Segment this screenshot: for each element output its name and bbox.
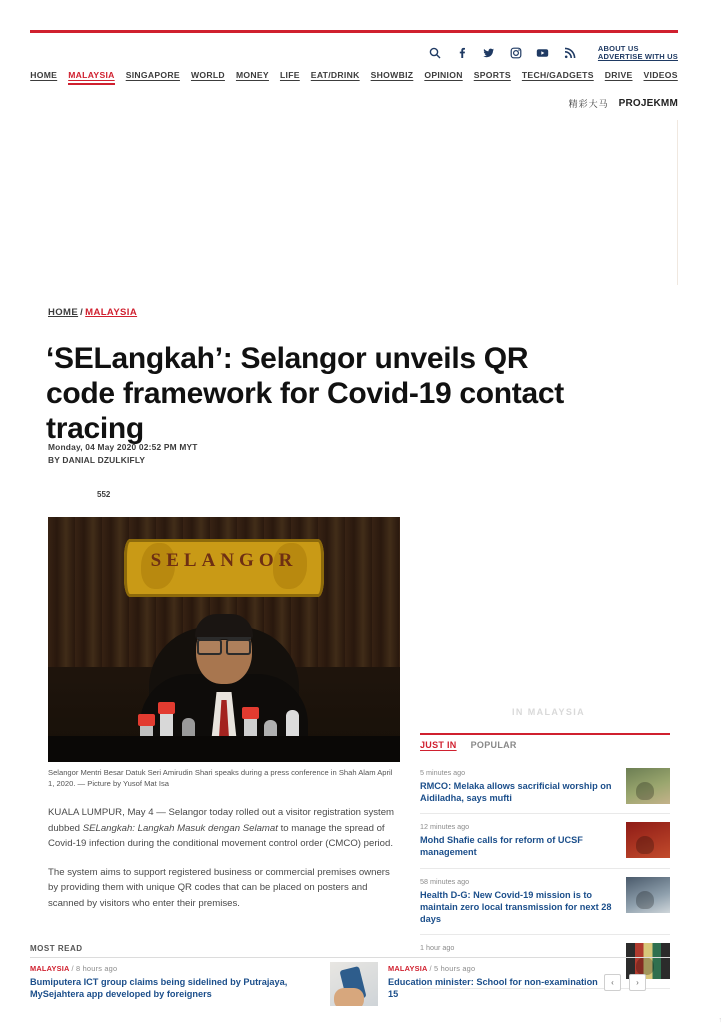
list-item-title[interactable]: Health D-G: New Covid-19 mission is to maintain zero local transmission for next 28 days (420, 889, 612, 924)
about-us-link[interactable]: ABOUT US (597, 44, 639, 54)
list-item[interactable] (420, 814, 670, 868)
nav-item-home[interactable]: HOME (30, 70, 58, 80)
advertise-with-us-link[interactable]: ADVERTISE WITH US (597, 52, 678, 61)
sidebar-news-list (420, 760, 670, 989)
instagram-icon[interactable] (509, 46, 523, 60)
most-read-meta (30, 964, 320, 973)
crest-text: SELANGOR (150, 550, 298, 571)
nav-item-malaysia[interactable]: MALAYSIA (68, 70, 115, 85)
breadcrumb-malaysia[interactable]: MALAYSIA (85, 307, 138, 318)
list-item-title[interactable]: Mohd Shafie calls for reform of UCSF management (420, 835, 583, 858)
nav-item-projekmm[interactable]: PROJEKMM (618, 98, 678, 109)
tab-just-in[interactable]: JUST IN (420, 740, 457, 750)
list-item-time: 1 hour ago (420, 942, 455, 952)
list-item[interactable] (420, 869, 670, 935)
nav-item-eat-drink[interactable]: EAT/DRINK (310, 70, 360, 80)
page-corner-mark: ↑ (718, 1017, 722, 1024)
list-item-thumbnail (626, 768, 670, 804)
breadcrumb-home[interactable]: HOME (48, 307, 79, 318)
sidebar-watermark: IN MALAYSIA (512, 707, 586, 717)
most-read-title[interactable]: Education minister: School for non-examination 15 (388, 977, 598, 1000)
nav-item-sports[interactable]: SPORTS (473, 70, 511, 80)
image-caption: Selangor Mentri Besar Datuk Seri Amirudin Shari speaks during a press conference in Shah Alam April 1, 2020. — Picture by Yusof Mat Isa (48, 768, 393, 789)
advertisement-slot (30, 120, 678, 285)
top-red-rule (30, 30, 678, 33)
page-title: ‘SELangkah’: Selangor unveils QR code framework for Covid-19 contact tracing (46, 342, 564, 445)
tab-popular[interactable]: POPULAR (470, 740, 517, 750)
rss-icon[interactable] (563, 46, 577, 60)
nav-item-tech-gadgets[interactable]: TECH/GADGETS (521, 70, 594, 80)
sidebar-tabs (420, 733, 670, 750)
nav-item-videos[interactable]: VIDEOS (643, 70, 678, 80)
speaker-glasses (197, 637, 251, 650)
twitter-icon[interactable] (482, 46, 496, 60)
youtube-icon[interactable] (536, 46, 550, 60)
article-date: Monday, 04 May 2020 02:52 PM MYT (48, 442, 198, 452)
most-read-heading: MOST READ (30, 944, 83, 953)
most-read-separator: / (429, 964, 432, 973)
article-body (48, 805, 400, 924)
nav-item-world[interactable]: WORLD (190, 70, 225, 80)
most-read-divider (30, 957, 670, 958)
list-item-time: 58 minutes ago (420, 876, 470, 886)
nav-item-money[interactable]: MONEY (235, 70, 269, 80)
list-item-title[interactable]: RMCO: Melaka allows sacrificial worship on Aidiladha, says mufti (420, 781, 612, 804)
header-links (598, 45, 678, 61)
hand-shape (334, 988, 364, 1006)
most-read-section[interactable]: MALAYSIA (388, 964, 428, 973)
list-item-time: 12 minutes ago (420, 822, 470, 832)
nav-item-drive[interactable]: DRIVE (604, 70, 633, 80)
nav-item-singapore[interactable]: SINGAPORE (125, 70, 180, 80)
breadcrumb (48, 307, 137, 318)
search-icon[interactable] (428, 46, 442, 60)
facebook-icon[interactable] (455, 46, 469, 60)
secondary-nav (30, 97, 678, 110)
article-hero-image (48, 517, 400, 762)
breadcrumb-separator: / (80, 307, 84, 318)
list-item-thumbnail (626, 877, 670, 913)
main-nav (30, 70, 678, 85)
chevron-right-icon[interactable]: › (629, 974, 646, 991)
most-read-thumbnail (330, 962, 378, 1006)
share-count: 552 (97, 490, 111, 499)
podium (48, 736, 400, 762)
header-utility-row (30, 42, 678, 64)
list-item[interactable] (420, 760, 670, 814)
most-read-pager (604, 974, 646, 991)
most-read-item[interactable] (388, 964, 598, 1001)
nav-item-life[interactable]: LIFE (279, 70, 300, 80)
article-paragraph: KUALA LUMPUR, May 4 — Selangor today rolled out a visitor registration system dubbed SELangkah: Langkah Masuk dengan Selamat to manage the spread of Covid-19 infection during the conditional movement control order (CMCO) period. (48, 807, 395, 850)
nav-item-showbiz[interactable]: SHOWBIZ (370, 70, 414, 80)
most-read-title[interactable]: Bumiputera ICT group claims being sidelined by Putrajaya, MySejahtera app developed by foreigners (30, 977, 288, 1000)
chevron-left-icon[interactable]: ‹ (604, 974, 621, 991)
most-read-item[interactable] (30, 964, 320, 1001)
most-read-time: 5 hours ago (434, 964, 476, 973)
nav-item-chinese[interactable]: 精彩大马 (568, 100, 609, 110)
article-byline: BY DANIAL DZULKIFLY (48, 455, 146, 465)
most-read-section[interactable]: MALAYSIA (30, 964, 70, 973)
most-read-separator: / (71, 964, 74, 973)
most-read-meta (388, 964, 598, 973)
article-paragraph: The system aims to support registered business or commercial premises owners by providing them with unique QR codes that can be placed on posters and scanned by visitors who enter their premises. (48, 866, 390, 909)
most-read-time: 8 hours ago (76, 964, 118, 973)
list-item-time: 5 minutes ago (420, 768, 466, 777)
nav-item-opinion[interactable]: OPINION (424, 70, 463, 80)
list-item-thumbnail (626, 822, 670, 858)
